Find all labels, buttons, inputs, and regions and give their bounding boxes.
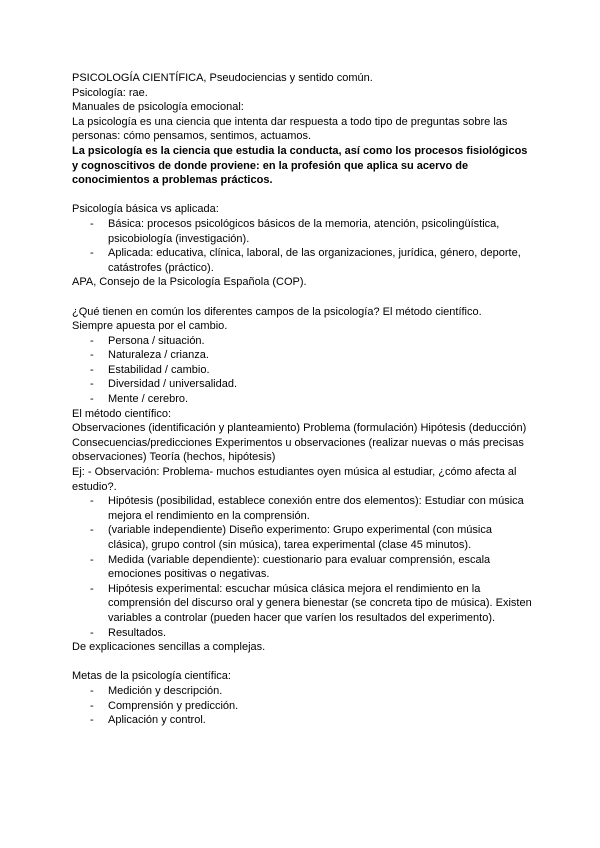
list-item-text: Medición y descripción. — [108, 684, 223, 697]
list-item-text: Aplicación y control. — [108, 714, 206, 727]
list-item — [72, 626, 532, 641]
manuales-heading: Manuales de psicología emocional: — [72, 101, 244, 114]
ejemplo-line: Ej: - Observación: Problema- muchos estudiantes oyen música al estudiar, ¿cómo afecta al estudio?. — [72, 466, 517, 493]
list-item — [72, 363, 532, 378]
question-line: ¿Qué tienen en común los diferentes campos de la psicología? El método científico. — [72, 305, 482, 318]
list-item — [72, 348, 532, 363]
list-item — [72, 334, 532, 349]
basica-vs-aplicada-heading: Psicología básica vs aplicada: — [72, 203, 219, 216]
basica-aplicada-list — [72, 217, 532, 275]
dash-marker: - — [90, 378, 94, 391]
metas-list — [72, 684, 532, 728]
list-item — [72, 217, 532, 246]
list-item — [72, 699, 532, 714]
psicologia-rae: Psicología: rae. — [72, 86, 148, 99]
list-item-text: Comprensión y predicción. — [108, 699, 239, 712]
apa-line: APA, Consejo de la Psicología Española (COP). — [72, 276, 307, 289]
list-item — [72, 392, 532, 407]
list-item — [72, 713, 532, 728]
list-item-text: Naturaleza / crianza. — [108, 349, 209, 362]
list-item — [72, 246, 532, 275]
dash-marker: - — [90, 524, 94, 537]
document-page — [72, 71, 532, 728]
list-item — [72, 494, 532, 523]
list-item-text: Mente / cerebro. — [108, 393, 189, 406]
dash-marker: - — [90, 582, 94, 595]
dash-marker: - — [90, 495, 94, 508]
spacer — [72, 188, 532, 203]
dash-marker: - — [90, 699, 94, 712]
document-title: PSICOLOGÍA CIENTÍFICA, Pseudociencias y sentido común. — [72, 72, 373, 84]
dash-marker: - — [90, 714, 94, 727]
list-item-text: (variable independiente) Diseño experimento: Grupo experimental (con música clásica), grupo control (sin música), tarea experimental (clase 45 minutos). — [108, 524, 492, 551]
list-item-text: Persona / situación. — [108, 334, 205, 347]
dash-marker: - — [90, 626, 94, 639]
dash-marker: - — [90, 349, 94, 362]
metodo-description: Observaciones (identificación y planteamiento) Problema (formulación) Hipótesis (deducción) Consecuencias/predicciones Experimentos u observaciones (realizar nuevas o más precisas observaciones) Teoría (hechos, hipótesis) — [72, 422, 527, 464]
spacer — [72, 655, 532, 670]
dash-marker: - — [90, 684, 94, 697]
list-item-text: Aplicada: educativa, clínica, laboral, de las organizaciones, jurídica, género, deporte, catástrofes (práctico). — [108, 247, 521, 274]
list-item — [72, 582, 532, 626]
spacer — [72, 290, 532, 305]
list-item-text: Hipótesis (posibilidad, establece conexión entre dos elementos): Estudiar con música mejora el rendimiento en la comprensión. — [108, 495, 524, 522]
list-item — [72, 377, 532, 392]
dash-marker: - — [90, 334, 94, 347]
list-item-text: Básica: procesos psicológicos básicos de la memoria, atención, psicolingüística, psicobiología (investigación). — [108, 217, 500, 245]
metodo-heading: El método científico: — [72, 407, 172, 420]
list-item-text: Hipótesis experimental: escuchar música clásica mejora el rendimiento en la comprensión del discurso oral y genera bienestar (se concreta tipo de música). Existen variables a controlar (pueden hacer que varíen los resultados del experimento). — [108, 582, 532, 624]
list-item-text: Diversidad / universalidad. — [108, 378, 238, 391]
list-item-text: Estabilidad / cambio. — [108, 363, 210, 376]
dash-marker: - — [90, 553, 94, 566]
list-item — [72, 684, 532, 699]
explicaciones-line: De explicaciones sencillas a complejas. — [72, 641, 266, 654]
cambio-list — [72, 334, 532, 407]
dash-marker: - — [90, 363, 94, 376]
list-item — [72, 553, 532, 582]
list-item-text: Resultados. — [108, 626, 167, 639]
bold-definition: La psicología es la ciencia que estudia la conducta, así como los procesos fisiológicos y cognoscitivos de donde proviene: en la profesión que aplica su acervo de conocimientos a problemas prácticos. — [72, 144, 528, 187]
ejemplo-list — [72, 494, 532, 640]
dash-marker: - — [90, 217, 94, 230]
dash-marker: - — [90, 247, 94, 260]
list-item-text: Medida (variable dependiente): cuestionario para evaluar comprensión, escala emociones positivas o negativas. — [108, 553, 491, 581]
list-item — [72, 523, 532, 552]
dash-marker: - — [90, 393, 94, 406]
metas-heading: Metas de la psicología científica: — [72, 670, 231, 683]
siempre-line: Siempre apuesta por el cambio. — [72, 320, 228, 333]
intro-paragraph: La psicología es una ciencia que intenta dar respuesta a todo tipo de preguntas sobre las personas: cómo pensamos, sentimos, actuamos. — [72, 115, 508, 143]
